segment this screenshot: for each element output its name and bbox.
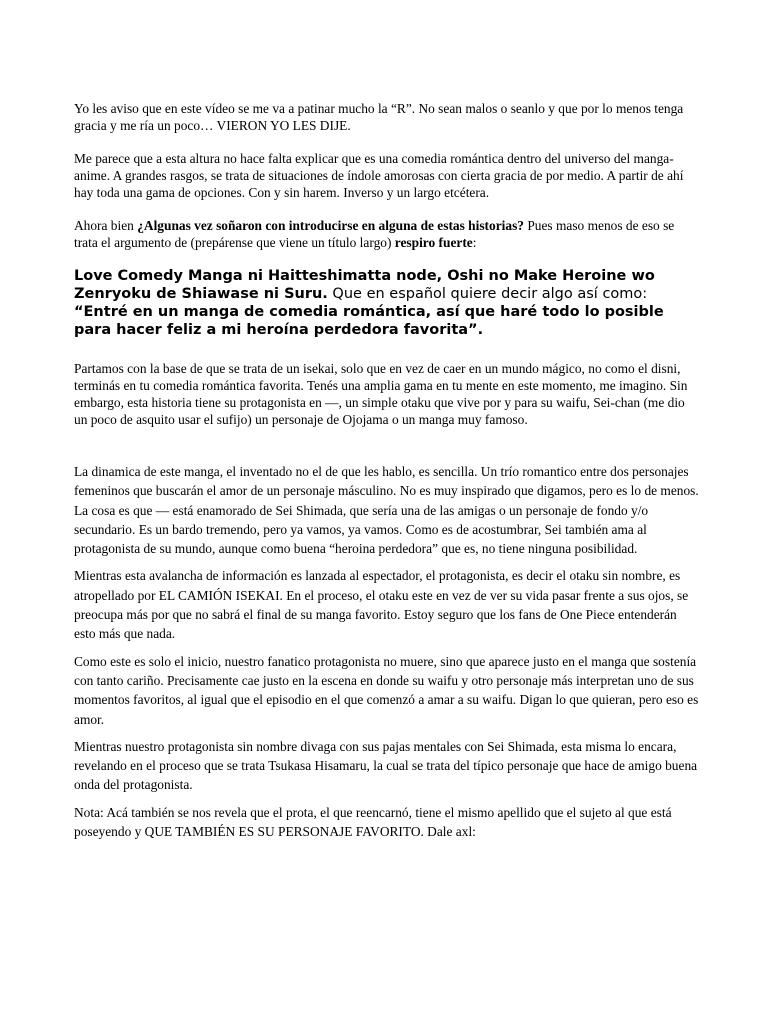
paragraph-manga-dynamic: La dinamica de este manga, el inventado no el de que les hablo, es sencilla. Un trío romantico entre dos personajes femeninos que buscarán el amor de un personaje másculino. No es muy inspirado que digamos, pero es lo de menos. La cosa es que — está enamorado de Sei Shimada, que sería una de las amigas o un personaje de fondo y/o secundario. Es un bardo tremendo, pero ya vamos, ya vamos. Como es de acostumbrar, Sei también ama al protagonista de su mundo, aunque como buena “heroina perdedora” que es, no tiene ninguna posibilidad. [74,464,699,557]
manga-title-translation: “Entré en un manga de comedia romántica, así que haré todo lo posible para hacer feliz a mi heroína perdedora favorita”. [74,304,664,338]
paragraph-note: Nota: Acá también se nos revela que el prota, el que reencarnó, tiene el mismo apellido que el sujeto al que está poseyendo y QUE TAMBIÉN ES SU PERSONAJE FAVORITO. Dale axl: [74,804,672,840]
manga-title: Love Comedy Manga ni Haitteshimatta node, Oshi no Make Heroine wo Zenryoku de Shiawase ni Suru. [74,268,655,302]
premise-bold-end: respiro fuerte [394,235,473,250]
paragraph-protagonist-arrives: Como este es solo el inicio, nuestro fanatico protagonista no muere, sino que aparece justo en el manga que sostenía con tanto cariño. Precisamente cae justo en la escena en donde su waifu y otro personaje más interpretan uno de sus momentos favoritos, al igual que el episodio en el que comenzó a amar a su waifu. Digan lo que quieran, pero eso es amor. [74,653,699,727]
premise-middle-text: Pues maso menos de eso se trata el argumento de (prepárense que viene un título largo) [74,218,675,250]
paragraph-isekai-base: Partamos con la base de que se trata de un isekai, solo que en vez de caer en un mundo mágico, no como el disni, terminás en tu comedia romántica favorita. Tenés una amplia gama en tu mente en este momento, me imagino. Sin embargo, esta historia tiene su protagonista en —, un simple otaku que vive por y para su waifu, Sei-chan (me dio un poco de asquito usar el sufijo) un personaje de Ojojama o un manga muy famoso. [74,361,688,427]
paragraph-intro: Yo les aviso que en este vídeo se me va a patinar mucho la “R”. No sean malos o seanlo y que por lo menos tenga gracia y me ría un poco… VIERON YO LES DIJE. [74,101,684,133]
premise-start-text: Ahora bien [74,218,138,233]
document-page [74,100,700,841]
premise-colon: : [472,235,477,250]
manga-title-block [74,267,700,339]
paragraph-sei-shimada: Mientras nuestro protagonista sin nombre divaga con sus pajas mentales con Sei Shimada, esta misma lo encara, revelando en el proceso que se trata Tsukasa Hisamaru, la cual se trata del típico personaje que hace de amigo buena onda del protagonista. [74,738,698,793]
manga-title-intro-text: Que en español quiere decir algo así como: [327,286,648,302]
paragraph-isekai-truck: Mientras esta avalancha de información es lanzada al espectador, el protagonista, es decir el otaku sin nombre, es atropellado por EL CAMIÓN ISEKAI. En el proceso, el otaku este en vez de ver su vida pasar frente a sus ojos, se preocupa más por que no sabrá el final de su manga favorito. Estoy seguro que los fans de One Piece entenderán esto más que nada. [74,568,689,642]
paragraph-premise [74,217,700,251]
premise-bold-question: ¿Algunas vez soñaron con introducirse en alguna de estas historias? [137,218,524,233]
paragraph-romcom-definition: Me parece que a esta altura no hace falta explicar que es una comedia romántica dentro del universo del manga-anime. A grandes rasgos, se trata de situaciones de índole amorosas con cierta gracia de por medio. A partir de ahí hay toda una gama de opciones. Con y sin harem. Inverso y un largo etcétera. [74,151,684,200]
